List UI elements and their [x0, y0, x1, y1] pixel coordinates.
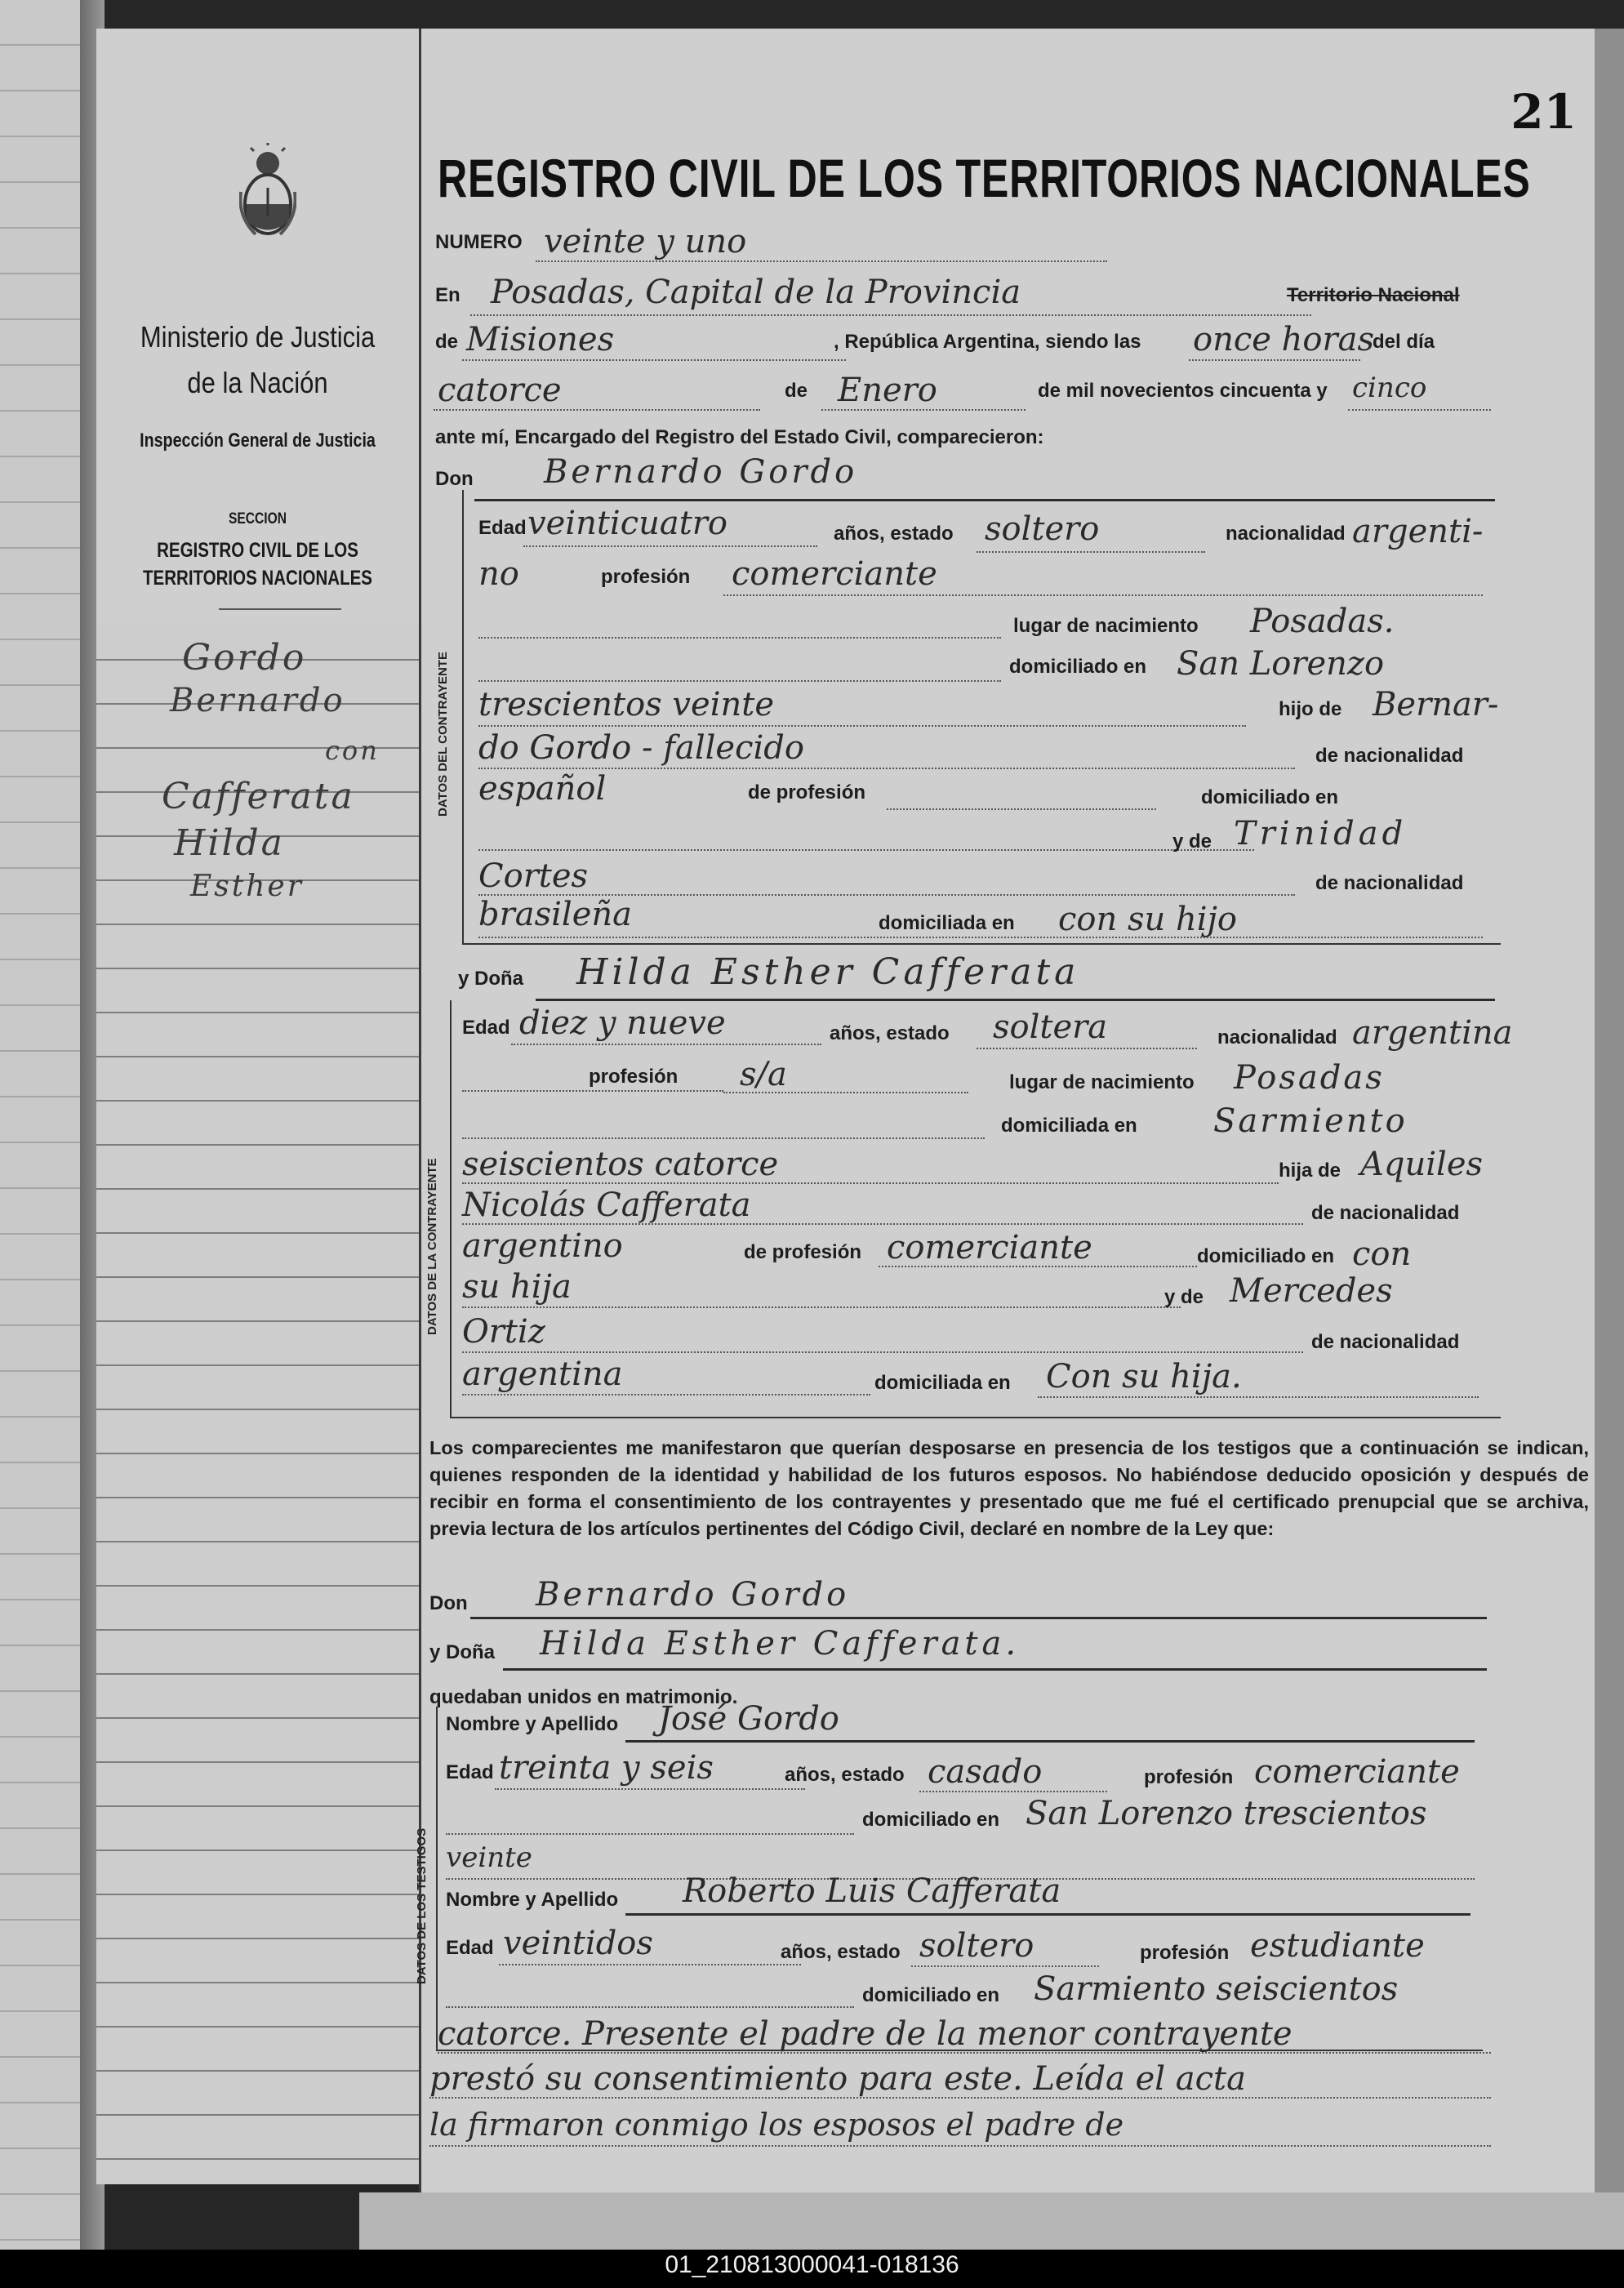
line: [723, 594, 1483, 596]
label-ante: ante mí, Encargado del Registro del Estado Civil, comparecieron:: [435, 426, 1044, 448]
value-padre-nac: español: [478, 770, 607, 808]
line: [434, 409, 760, 411]
value-nacionalidad: argenti-: [1352, 513, 1484, 550]
label-de-nacionalidad: de nacionalidad: [1315, 745, 1464, 767]
label-profesion: profesión: [601, 566, 691, 588]
label-anos-estado: años, estado: [834, 523, 954, 545]
value-padre-dom-cont: su hija: [462, 1268, 572, 1306]
label-domiciliada: domiciliada en: [879, 912, 1015, 934]
label-anos-estado-t1: años, estado: [785, 1764, 905, 1786]
line: [625, 1740, 1475, 1743]
value-padre-dom: con: [1352, 1235, 1412, 1273]
line: [462, 359, 846, 361]
line: [499, 1964, 801, 1965]
label-domiciliado-3: domiciliado en: [1197, 1245, 1335, 1267]
label-y-de-2: y de: [1164, 1286, 1204, 1308]
line: [821, 409, 1026, 411]
book-bottom-edge: [359, 2192, 1624, 2250]
line: [478, 768, 1295, 769]
section-label: SECCION: [228, 510, 287, 527]
value-testigo2-profesion: estudiante: [1250, 1927, 1425, 1965]
note-line: prestó su consentimiento para este. Leída el acta: [429, 2060, 1246, 2098]
line: [977, 1048, 1197, 1049]
value-testigo1-estado: casado: [928, 1753, 1043, 1791]
line: [462, 1137, 985, 1139]
value-testigo1-nombre: José Gordo: [658, 1700, 839, 1738]
value-padre-cont-2: Nicolás Cafferata: [462, 1186, 751, 1224]
label-nombre-2: Nombre y Apellido: [446, 1889, 619, 1911]
label-domiciliada-3: domiciliada en: [874, 1372, 1011, 1394]
line: [511, 1044, 821, 1045]
label-territorio-nacional: Territorio Nacional: [1287, 284, 1460, 306]
value-madre: Trinidad: [1234, 815, 1408, 852]
label-hijo-de: hijo de: [1279, 698, 1342, 720]
value-profesion-2: s/a: [740, 1056, 787, 1093]
value-padre-2: Aquiles: [1360, 1146, 1484, 1183]
line: [478, 849, 1254, 851]
label-domiciliado-t2: domiciliado en: [862, 1984, 1000, 2006]
value-madre-cont-2: Ortiz: [462, 1313, 545, 1351]
label-de-profesion: de profesión: [748, 781, 866, 803]
line: [977, 551, 1205, 553]
line: [462, 1306, 1181, 1308]
label-don: Don: [435, 468, 474, 490]
section-registry-name: REGISTRO CIVIL DE LOS TERRITORIOS NACIONALES: [143, 539, 372, 590]
line: [523, 545, 817, 547]
line: [446, 2006, 854, 2008]
value-madre-dom: con su hijo: [1058, 901, 1238, 938]
label-don-2: Don: [429, 1592, 468, 1614]
label-y-de: y de: [1172, 830, 1212, 852]
value-don-2: Bernardo Gordo: [536, 1576, 850, 1614]
line: [887, 808, 1156, 810]
value-madre-nac: brasileña: [478, 896, 632, 933]
value-domicilio-cont: trescientos veinte: [478, 686, 774, 723]
label-anos-estado-2: años, estado: [830, 1022, 950, 1044]
value-madre-cont: Cortes: [478, 857, 589, 895]
value-testigo1-domicilio-cont: veinte: [446, 1841, 532, 1874]
value-en: Posadas, Capital de la Provincia: [491, 274, 1021, 311]
line: [919, 1791, 1107, 1792]
value-domicilio-2: Sarmiento: [1213, 1102, 1408, 1140]
page-edge: [1595, 29, 1624, 2192]
value-edad-2: diez y nueve: [519, 1004, 726, 1042]
note-line: la firmaron conmigo los esposos el padre de: [429, 2107, 1124, 2143]
label-edad-2: Edad: [462, 1017, 510, 1039]
value-testigo1-edad: treinta y seis: [499, 1749, 714, 1787]
label-domiciliado-t1: domiciliado en: [862, 1809, 1000, 1831]
label-edad-t1: Edad: [446, 1761, 494, 1783]
certificate-page: [415, 29, 1597, 2192]
line: [1038, 1396, 1479, 1398]
label-de-profesion-2: de profesión: [744, 1241, 862, 1263]
line: [495, 1788, 805, 1790]
stub-handwritten-line: Gordo: [182, 637, 307, 679]
line: [462, 1223, 1303, 1225]
label-dona-2: y Doña: [429, 1641, 496, 1663]
value-testigo2-domicilio: Sarmiento seiscientos: [1034, 1970, 1399, 2008]
label-de-mes: de: [785, 380, 808, 402]
label-domiciliado: domiciliado en: [1009, 656, 1147, 678]
value-padre: Bernar-: [1373, 686, 1499, 723]
line: [911, 1965, 1099, 1967]
line: [536, 260, 1107, 262]
ministry-name: Ministerio de Justicia de la Nación: [140, 320, 376, 399]
value-testigo1-domicilio: San Lorenzo trescientos: [1026, 1795, 1427, 1832]
line: [470, 314, 1311, 316]
value-hora: once horas: [1193, 321, 1374, 358]
value-dia: catorce: [438, 372, 562, 409]
value-madre-2: Mercedes: [1230, 1272, 1393, 1310]
value-padre-cont: do Gordo - fallecido: [478, 729, 804, 767]
label-domiciliado-2: domiciliado en: [1201, 786, 1339, 808]
label-nombre-1: Nombre y Apellido: [446, 1713, 619, 1735]
national-coat-of-arms-icon: [239, 143, 296, 241]
line: [478, 637, 1001, 639]
stub-divider: [219, 608, 341, 610]
line: [478, 725, 1246, 727]
value-dona-2: Hilda Esther Cafferata.: [540, 1625, 1021, 1663]
note-line: catorce. Presente el padre de la menor contrayente: [438, 2015, 1293, 2053]
line: [462, 1090, 723, 1092]
value-estado: soltero: [985, 510, 1100, 548]
line: [478, 680, 1001, 682]
value-lugar-2: Posadas: [1234, 1059, 1385, 1097]
line: [462, 1182, 1279, 1184]
line: [723, 1092, 968, 1093]
label-profesion-2: profesión: [589, 1066, 679, 1088]
label-edad: Edad: [478, 517, 527, 539]
line: [438, 2052, 1491, 2054]
line: [462, 1394, 870, 1396]
value-provincia: Misiones: [466, 321, 615, 358]
contrayenta-side-label: DATOS DE LA CONTRAYENTE: [425, 1158, 439, 1335]
line: [429, 2097, 1491, 2099]
label-lugar-2: lugar de nacimiento: [1009, 1071, 1195, 1093]
stub-handwritten-line: Cafferata: [162, 776, 355, 817]
value-edad: veinticuatro: [527, 505, 727, 542]
value-nacionalidad-2: argentina: [1352, 1014, 1513, 1052]
stub-handwritten-line: Bernardo: [170, 682, 345, 719]
label-y-dona: y Doña: [458, 968, 524, 990]
value-don: Bernardo Gordo: [544, 453, 858, 491]
label-edad-t2: Edad: [446, 1937, 494, 1959]
line: [1348, 409, 1491, 411]
label-hija-de: hija de: [1279, 1160, 1341, 1182]
image-caption: 01_210813000041-018136: [665, 2251, 959, 2278]
page-title: REGISTRO CIVIL DE LOS TERRITORIOS NACIONALES: [438, 148, 1531, 208]
stub-handwritten-line: Hilda: [174, 822, 285, 864]
line: [879, 1266, 1197, 1267]
value-numero: veinte y uno: [544, 223, 747, 260]
label-domiciliada-2: domiciliada en: [1001, 1115, 1137, 1137]
line: [429, 2145, 1491, 2147]
label-del-dia: del día: [1373, 331, 1435, 353]
line: [462, 1351, 1303, 1353]
married-statement: quedaban unidos en matrimonio.: [429, 1686, 738, 1708]
value-domicilio: San Lorenzo: [1177, 645, 1385, 683]
label-nacionalidad-2: nacionalidad: [1217, 1026, 1337, 1048]
value-lugar: Posadas.: [1250, 603, 1395, 640]
value-testigo1-profesion: comerciante: [1254, 1753, 1460, 1791]
label-republica: , República Argentina, siendo las: [834, 331, 1141, 353]
label-profesion-t2: profesión: [1140, 1942, 1230, 1964]
line: [470, 1617, 1487, 1619]
label-lugar: lugar de nacimiento: [1013, 615, 1199, 637]
label-de-nacionalidad-2: de nacionalidad: [1315, 872, 1464, 894]
value-estado-2: soltera: [993, 1008, 1108, 1046]
value-testigo2-nombre: Roberto Luis Cafferata: [683, 1872, 1061, 1910]
line: [1189, 359, 1360, 361]
value-profesion: comerciante: [732, 555, 937, 593]
value-madre-nac-2: argentina: [462, 1355, 623, 1393]
label-mil: de mil novecientos cincuenta y: [1038, 380, 1328, 402]
line: [446, 1833, 854, 1835]
label-de-nacionalidad-3: de nacionalidad: [1311, 1202, 1460, 1224]
label-de-nacionalidad-4: de nacionalidad: [1311, 1331, 1460, 1353]
line: [478, 937, 1483, 938]
value-padre-nac-2: argentino: [462, 1227, 623, 1265]
label-de: de: [435, 331, 459, 353]
line: [625, 1913, 1470, 1916]
value-domicilio-cont-2: seiscientos catorce: [462, 1146, 779, 1183]
testigos-side-label: DATOS DE LOS TESTIGOS: [415, 1827, 429, 1984]
value-dona: Hilda Esther Cafferata: [576, 951, 1080, 993]
label-nacionalidad: nacionalidad: [1226, 523, 1346, 545]
value-testigo2-estado: soltero: [919, 1927, 1034, 1965]
contrayente-side-label: DATOS DEL CONTRAYENTE: [436, 652, 450, 817]
label-en: En: [435, 284, 461, 306]
label-profesion-t1: profesión: [1144, 1766, 1234, 1788]
value-padre-prof: comerciante: [887, 1229, 1092, 1266]
label-numero: NUMERO: [435, 231, 523, 253]
page-number: 21: [1511, 84, 1577, 140]
value-mes: Enero: [838, 372, 937, 409]
inspection-name: Inspección General de Justicia: [140, 430, 376, 452]
line: [503, 1668, 1487, 1671]
stub-column: [96, 29, 419, 2184]
stub-handwritten-line: Esther: [190, 870, 304, 903]
value-testigo2-edad: veintidos: [503, 1925, 653, 1962]
value-madre-dom-2: Con su hija.: [1046, 1358, 1242, 1396]
label-anos-estado-t2: años, estado: [781, 1941, 901, 1963]
value-nacionalidad-cont: no: [478, 555, 519, 593]
value-anio: cinco: [1352, 372, 1427, 404]
stub-handwritten-line: con: [325, 735, 380, 766]
declaration-text: Los comparecientes me manifestaron que querían desposarse en presencia de los testigos que a continuación se indican, quienes responden de la identidad y habilidad de los futuros esposos. No habiéndose deducido oposición y después de recibir en forma el consentimiento de los contrayentes y presentado que me fué el certificado prenupcial que se archiva, previa lectura de los artículos pertinentes del Código Civil, declaré en nombre de la Ley que:: [429, 1437, 1589, 1539]
stub-header: [96, 29, 419, 625]
